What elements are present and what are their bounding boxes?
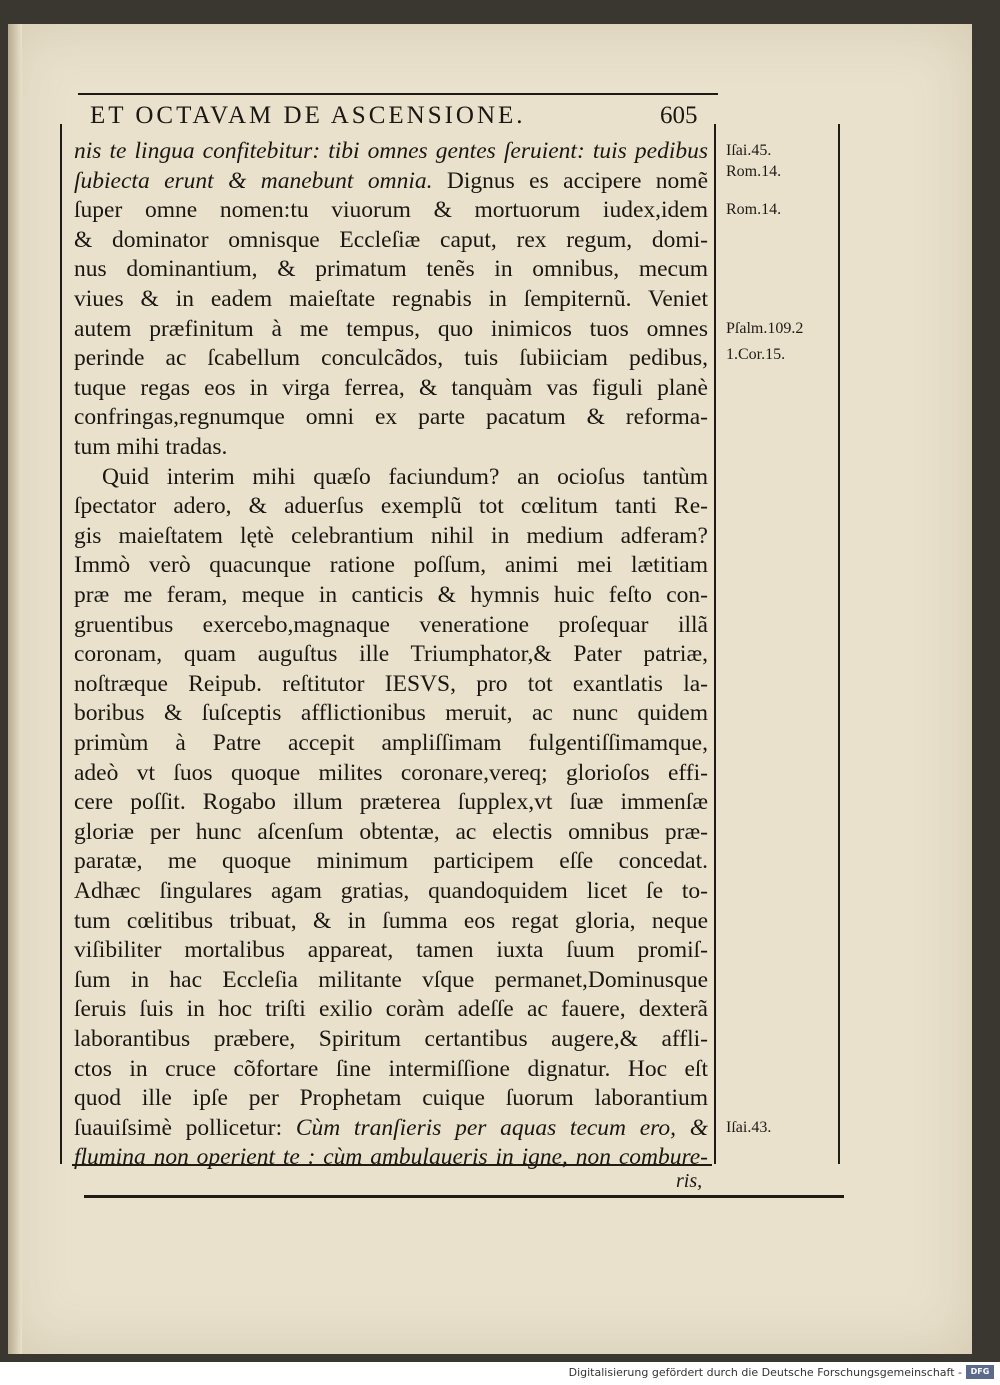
line-text: tuque regas eos in virga ferrea, & tanquàm vas figuli planè — [74, 374, 708, 401]
italic-quotation: ſubiecta erunt & manebunt omnia. — [74, 167, 433, 194]
line-text: coronam, quam auguſtus ille Triumphator,& Pater patriæ, — [74, 641, 708, 668]
line-text: tum mihi tradas. — [74, 434, 228, 460]
text-line — [74, 373, 708, 403]
line-text: laborantibus præbere, Spiritum certantibus augere,& affli- — [74, 1026, 708, 1052]
line-text: cere poſſit. Rogabo illum præterea ſupplex,vt ſuæ immenſæ — [74, 789, 708, 816]
line-text: viues & in eadem maieſtate regnabis in ſempiternũ. Veniet — [74, 286, 708, 312]
margin-note: Rom.14. — [726, 162, 782, 180]
text-line — [74, 491, 708, 521]
page-gutter-shadow — [8, 24, 22, 1354]
line-text: paratæ, me quoque minimum participem eſſe concedat. — [74, 848, 708, 875]
text-line — [74, 432, 708, 462]
text-line — [74, 787, 708, 817]
text-line — [74, 580, 708, 610]
page-foot-rule — [84, 1195, 844, 1198]
text-line — [74, 166, 708, 196]
line-text: quod ille ipſe per Prophetam cuique ſuorum laborantium — [74, 1085, 708, 1112]
running-head: ET OCTAVAM DE ASCENSIONE. — [90, 102, 526, 129]
line-text: ſum in hac Eccleſia militante vſque permanet,Dominusque — [74, 966, 708, 993]
margin-note: Iſai.45. — [726, 142, 772, 159]
text-line — [74, 1054, 708, 1084]
line-text: Immò verò quacunque ratione poſſum, animi mei lætitiam — [74, 552, 708, 579]
line-text: Dignus es accipere nomẽ — [432, 167, 708, 194]
text-line — [74, 343, 708, 373]
line-text: ctos in cruce cõfortare ſine intermiſſione dignatur. Hoc eſt — [74, 1055, 708, 1082]
text-line — [74, 254, 708, 284]
page-number: 605 — [660, 102, 698, 129]
italic-quotation: flumina non operient te : cùm ambulaueris in igne, non combure- — [74, 1144, 708, 1171]
header-rule — [78, 93, 718, 95]
text-line — [74, 1083, 708, 1113]
catchword: ris, — [676, 1170, 703, 1192]
line-text: Adhæc ſingulares agam gratias, quandoquidem licet ſe to- — [74, 878, 708, 904]
text-line — [74, 314, 708, 344]
text-line — [74, 1113, 708, 1143]
text-line — [74, 195, 708, 225]
text-line — [74, 402, 708, 432]
line-text: Quid interim mihi quæſo faciundum? an ocioſus tantùm — [102, 463, 708, 490]
line-text: nus dominantium, & primatum tenẽs in omnibus, mecum — [74, 256, 708, 283]
text-line — [74, 521, 708, 551]
text-line — [74, 876, 708, 906]
line-text: confringas,regnumque omni ex parte pacatum & reforma- — [74, 404, 708, 431]
margin-note: Pſalm.109.2 — [726, 319, 804, 337]
line-text: ſuauiſsimè pollicetur: — [74, 1114, 296, 1141]
margin-notes-frame — [712, 124, 840, 1164]
text-line — [74, 1024, 708, 1054]
margin-note: Iſai.43. — [726, 1118, 772, 1136]
text-line — [74, 728, 708, 758]
line-text: primùm à Patre accepit ampliſſimam fulgentiſſimamque, — [74, 730, 708, 756]
text-line — [74, 817, 708, 847]
digitization-credit: Digitalisierung gefördert durch die Deutsche Forschungsgemeinschaft - — [568, 1366, 962, 1379]
line-text: tum cœlitibus tribuat, & in ſumma eos regat gloria, neque — [74, 907, 708, 934]
line-text: ſuper omne nomen:tu viuorum & mortuorum iudex,idem — [74, 197, 708, 224]
text-line — [74, 906, 708, 936]
text-line — [74, 758, 708, 788]
text-line — [74, 610, 708, 640]
text-line — [74, 639, 708, 669]
text-line — [74, 965, 708, 995]
line-text: ſpectator adero, & aduerſus exemplũ tot cœlitum tanti Re- — [74, 493, 708, 520]
text-line — [74, 225, 708, 255]
line-text: gruentibus exercebo,magnaque veneratione proſequar illã — [74, 611, 708, 638]
text-line — [74, 550, 708, 580]
text-line — [74, 994, 708, 1024]
text-line — [74, 1142, 708, 1172]
text-line — [74, 698, 708, 728]
line-text: noſtræque Reipub. reſtitutor IESVS, pro tot exantlatis la- — [74, 670, 708, 697]
line-text: gloriæ per hunc aſcenſum obtentæ, ac electis omnibus præ- — [74, 818, 708, 845]
line-text: viſibiliter mortalibus appareat, tamen iuxta ſuum promiſ- — [74, 937, 708, 964]
italic-quotation: Cùm tranſieris per aquas tecum ero, & — [295, 1114, 708, 1141]
text-line — [74, 846, 708, 876]
line-text: ſeruis ſuis in hoc triſti exilio coràm adeſſe ac fauere, dexterã — [74, 996, 708, 1023]
margin-note: Rom.14. — [726, 201, 782, 219]
dfg-logo: DFG — [966, 1365, 994, 1379]
line-text: autem præfinitum à me tempus, quo inimicos tuos omnes — [74, 315, 708, 342]
text-line — [74, 462, 708, 492]
line-text: gis maieſtatem lętè celebrantium nihil in medium adferam? — [74, 522, 708, 549]
text-line — [74, 284, 708, 314]
margin-note: 1.Cor.15. — [726, 346, 786, 364]
line-text: & dominator omnisque Eccleſiæ caput, rex regum, domi- — [74, 226, 708, 253]
text-bottom-rule — [72, 1164, 712, 1166]
line-text: præ me feram, meque in canticis & hymnis huic feſto con- — [74, 582, 708, 608]
line-text: boribus & ſuſceptis afflictionibus meruit, ac nunc quidem — [74, 700, 708, 727]
line-text: adeò vt ſuos quoque milites coronare,vereq; glorioſos effi- — [74, 759, 708, 786]
text-line — [74, 136, 708, 166]
text-line — [74, 935, 708, 965]
text-line — [74, 669, 708, 699]
line-text: perinde ac ſcabellum conculcãdos, tuis ſubiiciam pedibus, — [74, 345, 708, 372]
italic-quotation: nis te lingua confitebitur: tibi omnes gentes ſeruient: tuis pedibus — [74, 138, 708, 164]
